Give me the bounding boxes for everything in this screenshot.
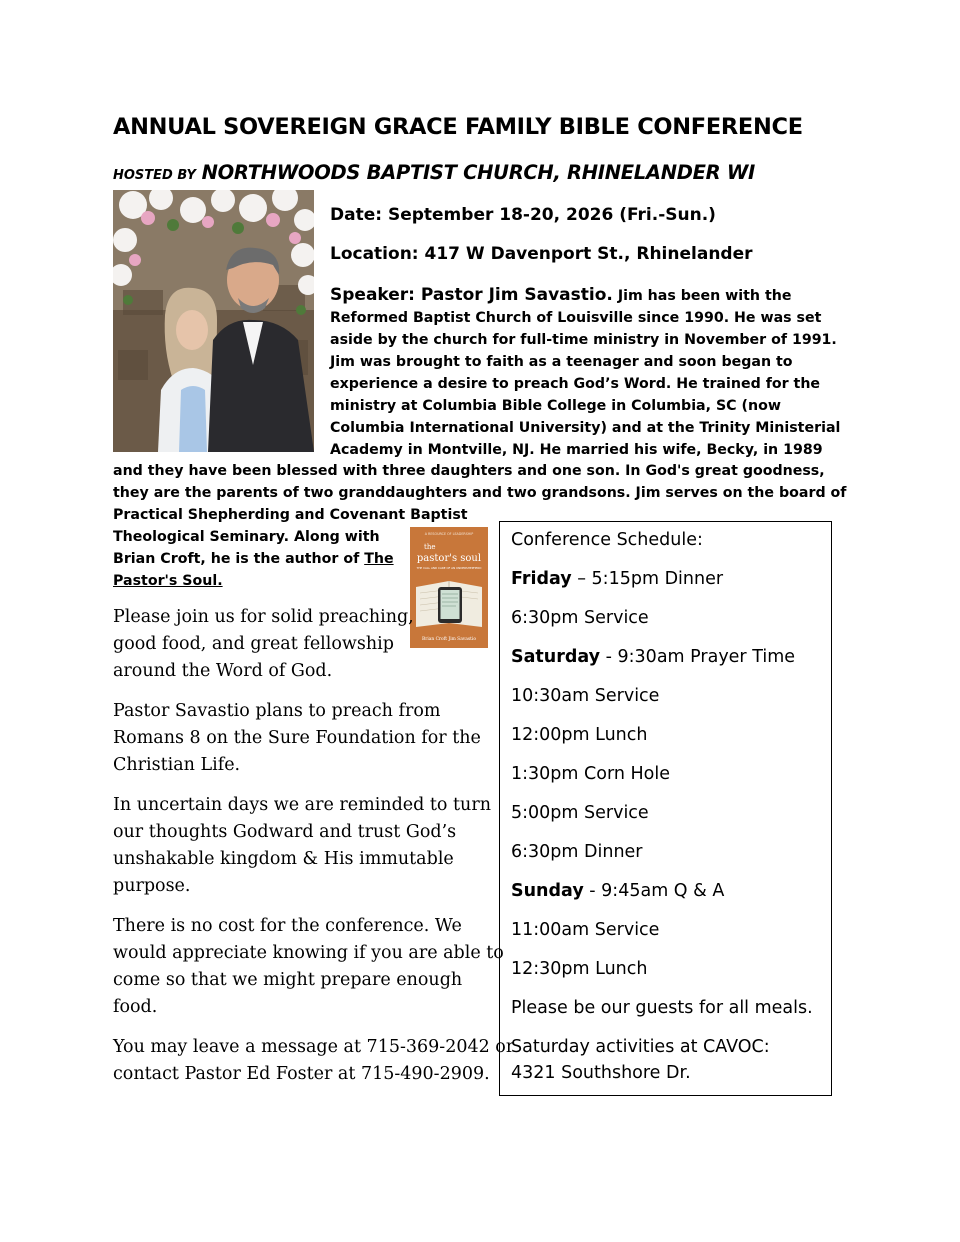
conference-title: ANNUAL SOVEREIGN GRACE FAMILY BIBLE CONFERENCE — [113, 114, 803, 140]
schedule-entry: 6:30pm Service — [511, 608, 649, 628]
speaker-photo — [113, 190, 314, 452]
book-authors: Brian Croft Jim Savastio — [422, 637, 476, 642]
conference-schedule-box — [499, 521, 832, 1096]
speaker-bio-wide — [113, 460, 853, 526]
event-date: Date: September 18-20, 2026 (Fri.-Sun.) — [330, 205, 716, 225]
bio-narrow-line-0: Theological Seminary. Along with — [113, 529, 380, 545]
paragraph-line: unshakable kingdom & His immutable — [113, 849, 454, 869]
schedule-entry: 5:00pm Service — [511, 803, 649, 823]
paragraph-line: would appreciate knowing if you are able to — [113, 943, 504, 963]
paragraph-line: You may leave a message at 715-369-2042 or — [113, 1037, 515, 1057]
bio-wide-line-2: Practical Shepherding and Covenant Baptist — [113, 507, 468, 523]
paragraph-cost — [113, 913, 504, 1021]
paragraph-line: our thoughts Godward and trust God’s — [113, 822, 457, 842]
schedule-day-sunday: Sunday — [511, 881, 584, 901]
schedule-sunday — [511, 881, 724, 901]
bio-line-1: Reformed Baptist Church of Louisville since 1990. He was set — [330, 310, 822, 326]
speaker-line — [330, 284, 840, 307]
speaker-bio-top — [330, 284, 840, 461]
bio-line-7: Academy in Montville, NJ. He married his wife, Becky, in 1989 — [330, 442, 823, 458]
schedule-day-friday: Friday — [511, 569, 572, 589]
hosted-by-prefix: HOSTED BY — [113, 168, 196, 183]
event-location: Location: 417 W Davenport St., Rhinelander — [330, 244, 753, 264]
paragraph-line: Please join us for solid preaching, — [113, 607, 414, 627]
book-subtitle: THE CALL AND CARE OF AN UNDERSHEPHERD — [416, 566, 482, 570]
bio-line-0: Jim has been with the — [617, 288, 792, 304]
book-title-part2: Pastor's Soul. — [113, 573, 223, 589]
book-title-part1: The — [364, 551, 394, 567]
paragraph-contact — [113, 1034, 515, 1088]
schedule-entry: 10:30am Service — [511, 686, 660, 706]
bio-line-2: aside by the church for full-time ministry in November of 1991. — [330, 332, 837, 348]
speaker-photo-image — [113, 190, 314, 452]
paragraph-line: In uncertain days we are reminded to turn — [113, 795, 491, 815]
paragraph-line: contact Pastor Ed Foster at 715-490-2909. — [113, 1064, 490, 1084]
paragraph-sermon-topic — [113, 698, 493, 779]
book-title-the: the — [424, 543, 436, 551]
schedule-activities-line1: Saturday activities at CAVOC: — [511, 1037, 770, 1057]
paragraph-line: There is no cost for the conference. We — [113, 916, 462, 936]
bio-line-4: experience a desire to preach God’s Word. He trained for the — [330, 376, 821, 392]
schedule-entry: 6:30pm Dinner — [511, 842, 643, 862]
schedule-heading: Conference Schedule: — [511, 530, 703, 550]
paragraph-line: Christian Life. — [113, 755, 241, 775]
bio-line-3: Jim was brought to faith as a teenager and soon began to — [330, 354, 793, 370]
book-small-caption: A RESOURCE OF LEADERSHIP — [424, 532, 474, 536]
schedule-entry: 12:00pm Lunch — [511, 725, 648, 745]
paragraph-line: around the Word of God. — [113, 661, 333, 681]
paragraph-invitation — [113, 604, 493, 685]
bio-line-5: ministry at Columbia Bible College in Columbia, SC (now — [330, 398, 781, 414]
bio-wide-line-0: and they have been blessed with three daughters and one son. In God's great goodness, — [113, 463, 825, 479]
book-title-main: pastor's soul — [416, 553, 482, 564]
host-church-name: NORTHWOODS BAPTIST CHURCH, RHINELANDER WI — [201, 161, 755, 184]
schedule-activities-line2: 4321 Southshore Dr. — [511, 1063, 691, 1083]
schedule-entry: – 5:15pm Dinner — [571, 569, 724, 589]
paragraph-line: good food, and great fellowship — [113, 634, 394, 654]
schedule-saturday — [511, 647, 795, 667]
bio-narrow-line-1-text: Brian Croft, he is the author of — [113, 551, 365, 567]
hosted-by-line — [113, 161, 873, 184]
schedule-entry: 12:30pm Lunch — [511, 959, 648, 979]
bio-wide-line-1: they are the parents of two granddaughters and two grandsons. Jim serves on the board of — [113, 485, 847, 501]
paragraph-line: food. — [113, 997, 158, 1017]
schedule-friday — [511, 569, 723, 589]
schedule-entry: - 9:45am Q & A — [583, 881, 725, 901]
bio-line-6: Columbia International University) and at the Trinity Ministerial — [330, 420, 841, 436]
schedule-entry: - 9:30am Prayer Time — [600, 647, 796, 667]
paragraph-uncertain-days — [113, 792, 493, 900]
paragraph-line: Romans 8 on the Sure Foundation for the — [113, 728, 481, 748]
schedule-day-saturday: Saturday — [511, 647, 601, 667]
paragraph-line: come so that we might prepare enough — [113, 970, 463, 990]
paragraph-line: purpose. — [113, 876, 191, 896]
bio-narrow-line-1 — [113, 548, 413, 570]
speaker-name: Speaker: Pastor Jim Savastio. — [330, 285, 613, 305]
speaker-bio-narrow — [113, 526, 413, 592]
schedule-entry: 1:30pm Corn Hole — [511, 764, 670, 784]
schedule-entry: 11:00am Service — [511, 920, 660, 940]
paragraph-line: Pastor Savastio plans to preach from — [113, 701, 441, 721]
schedule-meals-note: Please be our guests for all meals. — [511, 998, 813, 1018]
